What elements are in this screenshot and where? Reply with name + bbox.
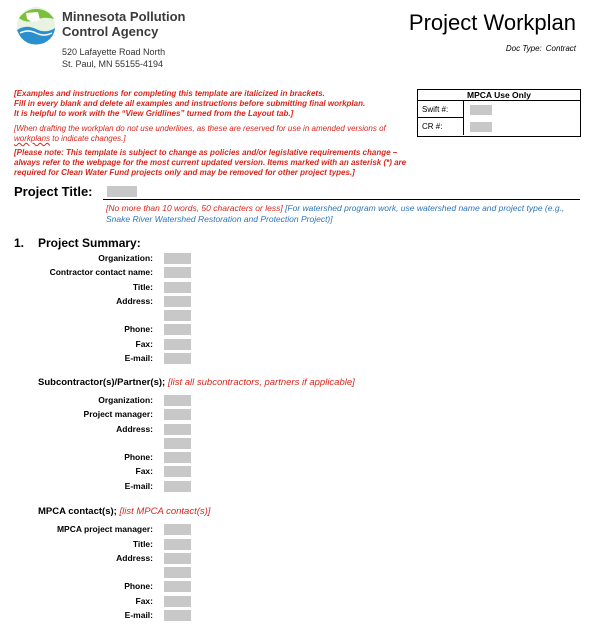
underline-note-text: [When drafting the workplan do not use underlines, as these are reserved for use in amended versions of <box>14 124 386 133</box>
subcontractor-hint: [list all subcontractors, partners if applicable] <box>165 377 355 388</box>
mpca-title-field[interactable] <box>164 539 191 550</box>
mpca-project-manager-label: MPCA project manager: <box>56 524 153 534</box>
swift-field[interactable] <box>470 105 492 115</box>
sub-project-manager-field[interactable] <box>164 409 191 420</box>
mpca-phone-label: Phone: <box>124 581 153 591</box>
organization-field[interactable] <box>164 253 191 264</box>
sub-email-field[interactable] <box>164 481 191 492</box>
sub-phone-label: Phone: <box>124 452 153 462</box>
mpca-logo <box>14 6 58 46</box>
title-label: Title: <box>132 282 153 292</box>
org-address-line2: St. Paul, MN 55155-4194 <box>62 59 164 69</box>
section-project-summary <box>14 236 141 250</box>
phone-field[interactable] <box>164 324 191 335</box>
email-label: E-mail: <box>124 353 153 363</box>
organization-label: Organization: <box>98 253 153 263</box>
section-title: Project Summary: <box>38 236 141 250</box>
instruction-line1: [Examples and instructions for completing this template are italicized in brackets. <box>14 89 325 98</box>
sub-organization-label: Organization: <box>98 395 153 405</box>
org-address-line1: 520 Lafayette Road North <box>62 47 166 57</box>
mpca-phone-field[interactable] <box>164 581 191 592</box>
instruction-line2: Fill in every blank and delete all examples and instructions before submitting final workplan. <box>14 99 366 108</box>
project-title-underline <box>103 199 580 200</box>
org-name-line2: Control Agency <box>62 24 159 39</box>
mpca-contact-hint: [list MPCA contact(s)] <box>116 506 211 517</box>
fax-field[interactable] <box>164 339 191 350</box>
mpca-email-label: E-mail: <box>124 610 153 620</box>
doc-type-label: Doc Type: <box>505 44 542 53</box>
swift-label: Swift #: <box>418 101 464 118</box>
document-title: Project Workplan <box>408 10 576 35</box>
subcontractor-heading <box>38 377 355 388</box>
org-name-line1: Minnesota Pollution <box>62 9 186 24</box>
contractor-contact-label: Contractor contact name: <box>49 267 153 277</box>
sub-organization-field[interactable] <box>164 395 191 406</box>
section-number: 1. <box>14 236 25 250</box>
mpca-fax-field[interactable] <box>164 596 191 607</box>
project-title-hint-red: [No more than 10 words, 50 characters or less] <box>106 203 283 213</box>
sub-project-manager-label: Project manager: <box>83 409 153 419</box>
fax-label: Fax: <box>135 339 153 349</box>
sub-phone-field[interactable] <box>164 452 191 463</box>
mpca-fax-label: Fax: <box>135 596 153 606</box>
contractor-contact-field[interactable] <box>164 267 191 278</box>
underline-note-squiggle: workplans <box>14 134 51 143</box>
mpca-contact-heading-text: MPCA contact(s); <box>38 506 117 517</box>
sub-fax-label: Fax: <box>135 466 153 476</box>
project-title-hint-blue: [For watershed program work, use watershed name and project type (e.g., Snake River Watershed Restoration and Protection Project)] <box>106 203 565 224</box>
project-title-label: Project Title: <box>14 184 93 199</box>
sub-address-field-line1[interactable] <box>164 424 191 435</box>
title-field[interactable] <box>164 282 191 293</box>
mpca-box-heading: MPCA Use Only <box>418 90 580 101</box>
underline-note <box>14 124 412 144</box>
address-field-line1[interactable] <box>164 296 191 307</box>
underline-note-end: to indicate changes.] <box>50 134 126 143</box>
doc-type-value: Contract <box>545 44 576 53</box>
cr-field[interactable] <box>470 122 492 132</box>
mpca-use-only-box <box>417 89 581 137</box>
mpca-title-label: Title: <box>132 539 153 549</box>
mpca-contact-heading <box>38 506 210 517</box>
cr-label: CR #: <box>418 118 464 135</box>
address-label: Address: <box>116 296 153 306</box>
sub-fax-field[interactable] <box>164 466 191 477</box>
doc-type <box>506 44 576 53</box>
sub-address-field-line2[interactable] <box>164 438 191 449</box>
project-title-hint <box>106 203 566 225</box>
mpca-address-label: Address: <box>116 553 153 563</box>
sub-address-label: Address: <box>116 424 153 434</box>
mpca-address-field-line2[interactable] <box>164 567 191 578</box>
mpca-email-field[interactable] <box>164 610 191 621</box>
template-change-note: [Please note: This template is subject to change as policies and/or legislative requirements change – always refer to the webpage for the most current updated version. Items marked with an asterisk (*) are required for Clean Water Fund projects only and may be removed for other project types.] <box>14 148 407 177</box>
phone-label: Phone: <box>124 324 153 334</box>
template-instructions <box>14 89 412 119</box>
sub-email-label: E-mail: <box>124 481 153 491</box>
email-field[interactable] <box>164 353 191 364</box>
project-title-field[interactable] <box>107 186 137 197</box>
address-field-line2[interactable] <box>164 310 191 321</box>
subcontractor-heading-text: Subcontractor(s)/Partner(s); <box>38 377 166 388</box>
mpca-address-field-line1[interactable] <box>164 553 191 564</box>
organization-address <box>62 46 262 70</box>
organization-name <box>62 9 262 39</box>
mpca-project-manager-field[interactable] <box>164 524 191 535</box>
instruction-line3: It is helpful to work with the “View Gridlines” turned from the Layout tab.] <box>14 109 294 118</box>
